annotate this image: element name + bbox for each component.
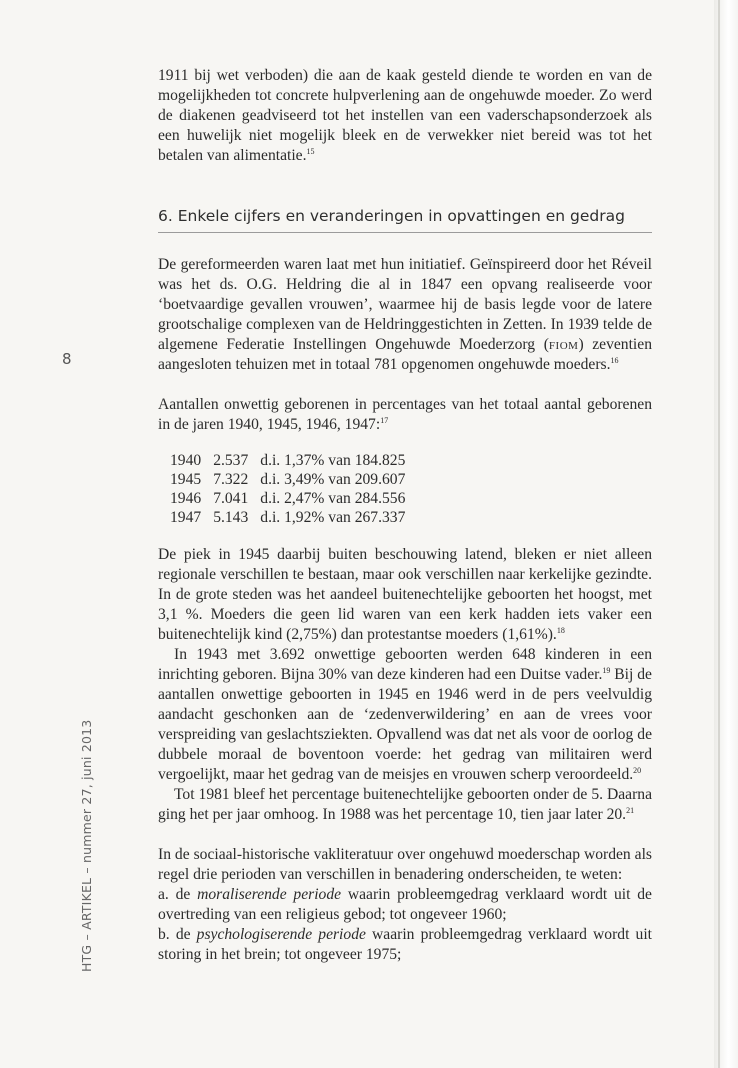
table-cell-pct: d.i. 3,49% van 209.607 xyxy=(260,471,406,488)
births-table xyxy=(170,451,417,527)
table-cell-count: 7.041 xyxy=(213,490,249,507)
table-cell-pct: d.i. 1,92% van 267.337 xyxy=(260,509,406,526)
page-edge-line xyxy=(718,0,720,1068)
table-row xyxy=(170,470,417,489)
footnote-ref[interactable]: 15 xyxy=(306,147,315,156)
table-cell-count: 2.537 xyxy=(213,452,249,469)
table-row xyxy=(170,508,417,527)
paragraph-1981: Tot 1981 bleef het percentage buitenechtelijke geboorten onder de 5. Daarna ging het per jaar omhoog. In 1988 was het percentage 10, tien jaar later 20.21 xyxy=(158,786,652,823)
table-cell-count: 5.143 xyxy=(213,509,249,526)
table-cell-year: 1947 xyxy=(170,509,202,526)
paragraph-1943: In 1943 met 3.692 onwettige geboorten werden 648 kinderen in een inrichting geboren. Bijna 30% van deze kinderen had een Duitse vader.$^{19}$ Bij de aantallen onwettige geboorten in 1945 en 1946 werd in de pers veelvuldig aandacht geschonken aan de ‘zedenverwildering’ en aan de vrees voor verspreiding van geslachtsziekten. Opvallend was dat net als voor de oorlog de dubbele moraal de boventoon voerde: het gedrag van militairen werd vergoelijkt, maar het gedrag van de meisjes en vrouwen scherp veroordeeld.$^{20}$ xyxy=(158,646,652,783)
section-heading: 6. Enkele cijfers en veranderingen in opvattingen en gedrag xyxy=(158,206,652,233)
paragraph-piek: De piek in 1945 daarbij buiten beschouwing latend, bleken er niet alleen regionale verschillen te bestaan, maar ook verschillen naar kerkelijke gezindte. In de grote steden was het aandeel buitenechtelijke geboorten het hoogst, met 3,1 %. Moeders die geen lid waren van een kerk hadden iets vaker een buitenechtelijk kind (2,75%) dan protestantse moeders (1,61%).$^{18}$ xyxy=(158,546,652,643)
table-cell-pct: d.i. 2,47% van 284.556 xyxy=(260,490,406,507)
table-cell-pct: d.i. 1,37% van 184.825 xyxy=(260,452,406,469)
list-item-a: a. de moraliserende periode waarin probleemgedrag verklaard wordt uit de overtreding van een religieus gebod; tot ongeveer 1960; xyxy=(158,886,652,923)
table-cell-count: 7.322 xyxy=(213,471,249,488)
footnote-ref[interactable]: 17 xyxy=(380,416,389,425)
footnote-ref[interactable]: 19 xyxy=(602,666,611,675)
page-number: 8 xyxy=(62,350,72,368)
list-item-b: b. de psychologiserende periode waarin probleemgedrag verklaard wordt uit storing in het brein; tot ongeveer 1975; xyxy=(158,926,653,963)
table-cell-year: 1940 xyxy=(170,452,202,469)
paragraph-vakliteratuur: In de sociaal-historische vakliteratuur over ongehuwd moederschap worden als regel drie perioden van verschillen in benadering onderscheiden, te weten: xyxy=(158,846,652,883)
article-body xyxy=(158,66,652,965)
footnote-ref[interactable]: 20 xyxy=(633,766,642,775)
footnote-ref[interactable]: 16 xyxy=(610,356,619,365)
table-cell-year: 1945 xyxy=(170,471,202,488)
paragraph-intro: 1911 bij wet verboden) die aan de kaak gesteld diende te worden en van de mogelijkheden tot concrete hulpverlening aan de ongehuwde moeder. Zo werd de diakenen geadviseerd tot het instellen van een vaderschapsonderzoek als een huwelijk niet mogelijk bleek en de verwekker niet bereid was tot het betalen van alimentatie.$^{15}$ xyxy=(158,67,652,164)
table-row xyxy=(170,489,417,508)
abbreviation-fiom: fiom xyxy=(548,336,579,353)
footnote-ref[interactable]: 21 xyxy=(626,806,635,815)
paragraph-reveil: De gereformeerden waren laat met hun initiatief. Geïnspireerd door het Réveil was het ds. O.G. Heldring die al in 1847 een opvang realiseerde voor ‘boetvaardige gevallen vrouwen’, waarmee hij de basis legde voor de latere grootschalige complexen van de Heldringgestichten in Zetten. In 1939 telde de algemene Federatie Instellingen Ongehuwde Moederzorg (fiom) zeventien aangesloten tehuizen met in totaal 781 opgenomen ongehuwde moeders.$^{16}$ xyxy=(158,256,652,373)
table-row xyxy=(170,451,417,470)
running-head: HTG – ARTIKEL – nummer 27, juni 2013 xyxy=(79,719,94,972)
table-cell-year: 1946 xyxy=(170,490,202,507)
paragraph-table-intro: Aantallen onwettig geborenen in percentages van het totaal aantal geborenen in de jaren 1940, 1945, 1946, 1947:$^{17}$ xyxy=(158,396,652,433)
footnote-ref[interactable]: 18 xyxy=(556,626,565,635)
